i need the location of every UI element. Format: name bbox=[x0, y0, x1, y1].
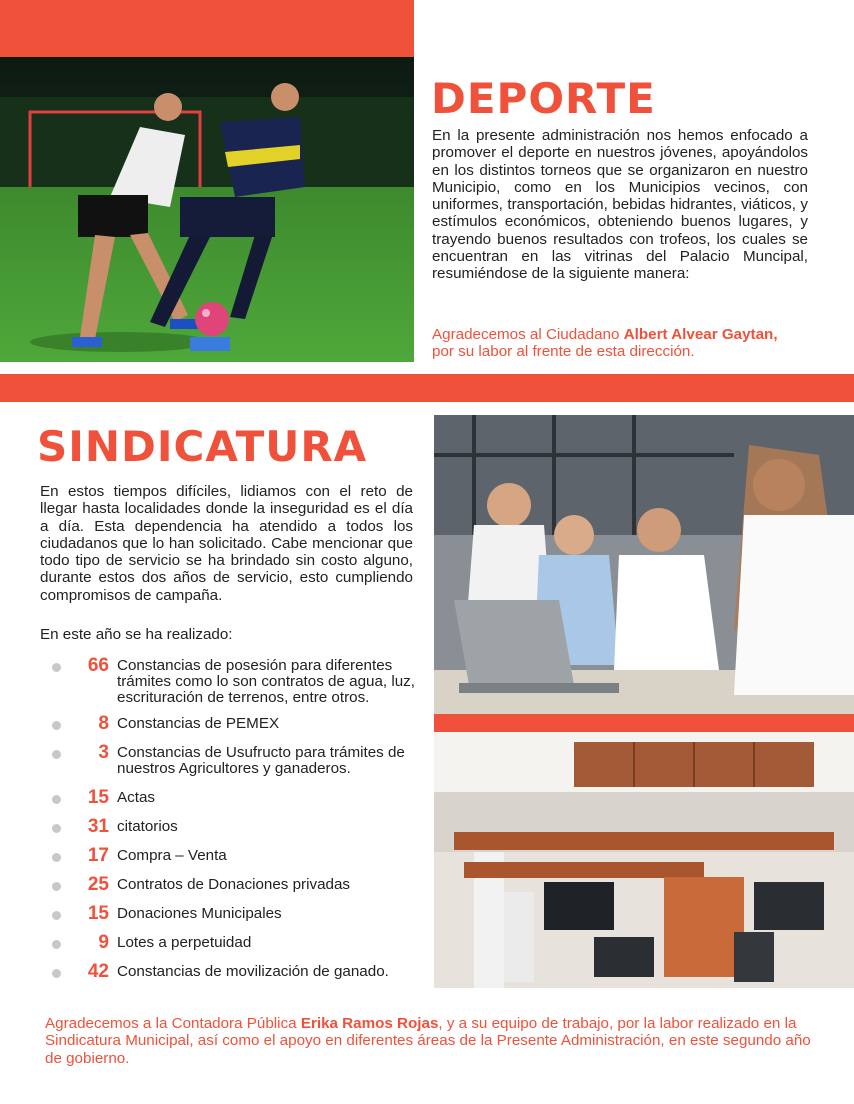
sindicatura-title: SINDICATURA bbox=[37, 422, 368, 471]
stat-count: 15 bbox=[87, 903, 109, 924]
stat-item bbox=[52, 816, 432, 837]
stat-count: 31 bbox=[87, 816, 109, 837]
bullet-icon bbox=[52, 750, 61, 759]
stat-count: 66 bbox=[87, 655, 109, 676]
sindicatura-thanks-suffix: , y a su equipo de trabajo, por la labor realizado en la Sindicatura Municipal, así como el apoyo en diferentes áreas de la Presente Administración, en este segundo año de gobierno. bbox=[45, 1015, 811, 1067]
stat-item bbox=[52, 742, 432, 777]
stat-label: Lotes a perpetuidad bbox=[117, 934, 252, 951]
stat-item bbox=[52, 874, 432, 895]
sindicatura-body: En estos tiempos difíciles, lidiamos con el reto de llegar hasta localidades donde la inseguridad es el día a día. Esta dependencia ha atendido a todos los ciudadanos que lo han solicitado. Cabe mencionar que todo tipo de servicio se ha brindado sin costo alguno, durante estos dos años de servicio, esto cumpliendo compromisos de campaña. bbox=[40, 483, 413, 604]
stat-item bbox=[52, 903, 432, 924]
section-divider-band bbox=[0, 374, 854, 402]
soccer-players-photo bbox=[0, 57, 414, 362]
stat-item bbox=[52, 655, 432, 706]
stat-label: Actas bbox=[117, 789, 155, 806]
stat-item bbox=[52, 932, 432, 953]
sindicatura-thanks bbox=[45, 1015, 815, 1067]
stat-item bbox=[52, 845, 432, 866]
stat-item bbox=[52, 961, 432, 982]
bullet-icon bbox=[52, 940, 61, 949]
bullet-icon bbox=[52, 795, 61, 804]
bullet-icon bbox=[52, 969, 61, 978]
stat-count: 25 bbox=[87, 874, 109, 895]
bullet-icon bbox=[52, 882, 61, 891]
stat-label: Constancias de PEMEX bbox=[117, 715, 280, 732]
stat-label: citatorios bbox=[117, 818, 178, 835]
bullet-icon bbox=[52, 663, 61, 672]
photo-divider-band bbox=[434, 714, 854, 732]
bullet-icon bbox=[52, 853, 61, 862]
office-team-photo bbox=[434, 415, 854, 714]
stat-item bbox=[52, 713, 432, 734]
stat-count: 9 bbox=[98, 932, 109, 953]
sindicatura-thanks-name: Erika Ramos Rojas bbox=[300, 1015, 439, 1032]
stat-label: Constancias de movilización de ganado. bbox=[117, 963, 389, 980]
sindicatura-stats-list bbox=[52, 655, 432, 982]
stat-label: Constancias de Usufructo para trámites de nuestros Agricultores y ganaderos. bbox=[117, 744, 405, 777]
stat-label: Donaciones Municipales bbox=[117, 905, 282, 922]
bullet-icon bbox=[52, 824, 61, 833]
deporte-body: En la presente administración nos hemos enfocado a promover el deporte en nuestros jóvenes, apoyándolos en los distintos torneos que se organizaron en nuestro Municipio, como en los Municipios vecinos, con uniformes, transportación, bebidas hidrantes, viáticos, y estímulos económicos, obteniendo buenos lugares, y trayendo buenos resultados con trofeos, los cuales se encuentran en las vitrinas del Palacio Muncipal, resumiéndose de la siguiente manera: bbox=[432, 127, 808, 283]
stat-count: 17 bbox=[87, 845, 109, 866]
stat-count: 3 bbox=[98, 742, 109, 763]
sindicatura-thanks-prefix: Agradecemos a la Contadora Pública bbox=[45, 1015, 301, 1032]
stat-label: Constancias de posesión para diferentes trámites como lo son contratos de agua, luz, escrituración de terrenos, entre otros. bbox=[117, 657, 415, 706]
top-banner bbox=[0, 0, 414, 57]
deporte-thanks-name: Albert Alvear Gaytan, bbox=[623, 326, 778, 343]
bullet-icon bbox=[52, 721, 61, 730]
office-floor-photo bbox=[434, 732, 854, 988]
bullet-icon bbox=[52, 911, 61, 920]
deporte-thanks-suffix: por su labor al frente de esta dirección. bbox=[432, 343, 695, 361]
stat-count: 15 bbox=[87, 787, 109, 808]
stat-label: Contratos de Donaciones privadas bbox=[117, 876, 351, 893]
sindicatura-intro: En este año se ha realizado: bbox=[40, 626, 233, 643]
stat-label: Compra – Venta bbox=[117, 847, 227, 864]
deporte-title: DEPORTE bbox=[431, 74, 656, 123]
stat-item bbox=[52, 787, 432, 808]
deporte-thanks-prefix: Agradecemos al Ciudadano bbox=[432, 326, 624, 343]
deporte-thanks bbox=[432, 326, 812, 361]
stat-count: 42 bbox=[87, 961, 109, 982]
stat-count: 8 bbox=[98, 713, 109, 734]
